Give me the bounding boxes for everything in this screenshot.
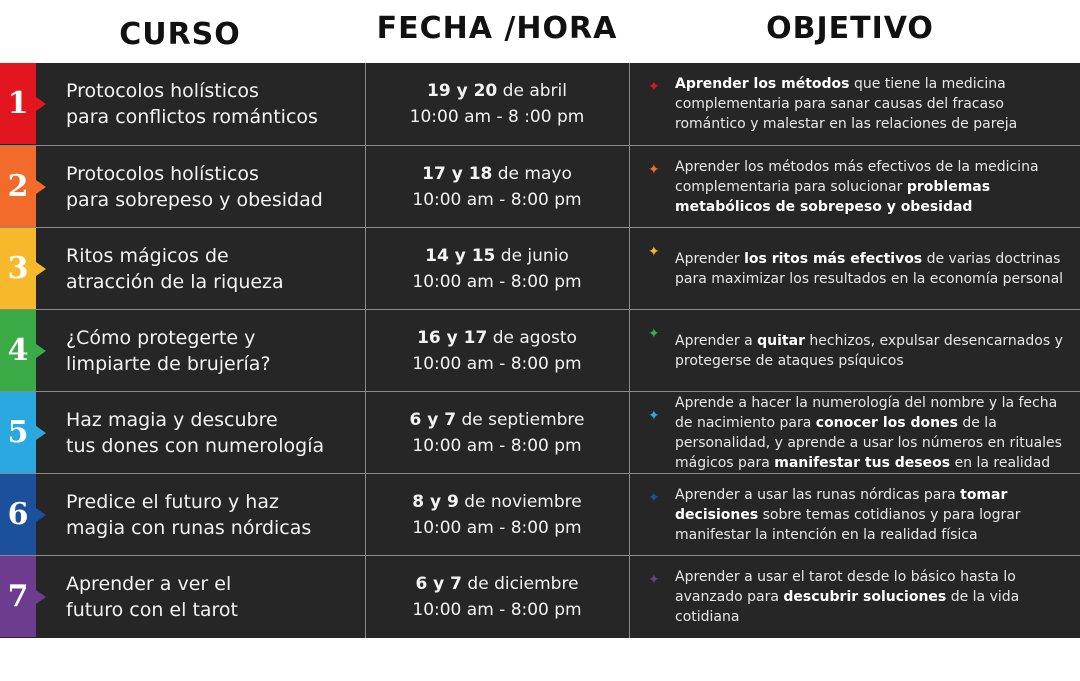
objective-text	[675, 331, 1074, 371]
objective-segment: Aprender los métodos más efectivos de la medicina complementaria para solucionar	[675, 158, 1039, 195]
sparkle-icon: ✦	[648, 243, 660, 259]
sparkle-icon: ✦	[648, 407, 660, 423]
course-objective	[648, 474, 1074, 555]
course-title-line: para conflictos románticos	[66, 105, 318, 128]
sparkle-icon: ✦	[648, 78, 660, 94]
course-title	[66, 474, 362, 555]
course-title-line: Ritos mágicos de	[66, 244, 229, 267]
sparkle-icon: ✦	[648, 571, 660, 587]
table-header	[0, 0, 1080, 62]
course-date	[366, 228, 628, 309]
objective-highlight: descubrir soluciones	[783, 588, 947, 605]
badge-arrow-icon	[36, 262, 46, 276]
course-title	[66, 146, 362, 227]
date-month: de abril	[497, 80, 567, 101]
course-time: 10:00 am - 8:00 pm	[412, 599, 582, 620]
course-table	[0, 63, 1080, 638]
course-title-line: ¿Cómo protegerte y	[66, 326, 256, 349]
objective-highlight: quitar	[757, 332, 805, 349]
course-time: 10:00 am - 8:00 pm	[412, 271, 582, 292]
sparkle-icon: ✦	[648, 325, 660, 341]
date-days: 19 y 20	[427, 80, 498, 101]
date-month: de agosto	[487, 327, 577, 348]
objective-segment: Aprende a hacer la numerología del nombre y la fecha de nacimiento para	[675, 394, 1058, 431]
objective-text	[675, 485, 1074, 545]
course-title	[66, 392, 362, 473]
badge-arrow-icon	[36, 508, 46, 522]
objective-segment: Aprender a usar el tarot desde lo básico hasta lo avanzado para	[675, 568, 1016, 605]
objective-highlight: los ritos más efectivos	[744, 250, 923, 267]
course-title-line: Predice el futuro y haz	[66, 490, 279, 513]
objective-segment: Aprender	[675, 250, 745, 267]
course-time: 10:00 am - 8:00 pm	[412, 189, 582, 210]
date-days: 16 y 17	[417, 327, 488, 348]
row-number-badge	[0, 228, 36, 309]
date-month: de diciembre	[462, 573, 579, 594]
course-date	[366, 63, 628, 144]
course-time: 10:00 am - 8 :00 pm	[409, 106, 585, 127]
row-number: 1	[7, 86, 29, 121]
course-title	[66, 310, 362, 391]
course-objective	[648, 556, 1074, 637]
header-fecha-hora: FECHA /HORA	[376, 11, 618, 46]
date-days: 14 y 15	[425, 245, 496, 266]
objective-segment: sobre temas cotidianos y para lograr manifestar la intención en la realidad física	[675, 506, 1021, 543]
row-number-badge	[0, 63, 36, 144]
objective-segment: en la realidad	[950, 454, 1051, 471]
course-title	[66, 63, 362, 144]
course-title-line: Aprender a ver el	[66, 572, 232, 595]
date-days: 6 y 7	[409, 409, 457, 430]
objective-highlight: tomar decisiones	[675, 486, 1008, 523]
badge-arrow-icon	[36, 97, 46, 111]
objective-text	[675, 74, 1074, 134]
header-objetivo: OBJETIVO	[766, 11, 934, 46]
course-date	[366, 310, 628, 391]
objective-highlight: conocer los dones	[815, 414, 958, 431]
course-title-line: Haz magia y descubre	[66, 408, 278, 431]
course-date	[366, 474, 628, 555]
row-number: 4	[7, 333, 29, 368]
course-title	[66, 556, 362, 637]
course-title-line: atracción de la riqueza	[66, 270, 284, 293]
objective-highlight: manifestar tus deseos	[774, 454, 951, 471]
table-row	[0, 391, 1080, 473]
course-title-line: tus dones con numerología	[66, 434, 325, 457]
objective-highlight: problemas metabólicos de sobrepeso y obesidad	[675, 178, 991, 215]
date-days: 6 y 7	[415, 573, 463, 594]
objective-segment: de la vida cotidiana	[675, 588, 1020, 625]
objective-text	[675, 157, 1074, 217]
row-number: 2	[7, 169, 29, 204]
course-title-line: magia con runas nórdicas	[66, 516, 312, 539]
date-month: de mayo	[492, 163, 572, 184]
table-row	[0, 555, 1080, 637]
row-number: 7	[7, 579, 29, 614]
objective-segment: de varias doctrinas para maximizar los resultados en la economía personal	[675, 250, 1064, 287]
header-curso: CURSO	[119, 17, 241, 52]
course-date	[366, 146, 628, 227]
row-number-badge	[0, 556, 36, 637]
row-number: 3	[7, 251, 29, 286]
date-days: 8 y 9	[412, 491, 459, 512]
sparkle-icon: ✦	[648, 489, 660, 505]
course-title	[66, 228, 362, 309]
row-number: 6	[7, 497, 29, 532]
badge-arrow-icon	[36, 344, 46, 358]
course-title-line: futuro con el tarot	[66, 598, 239, 621]
badge-arrow-icon	[36, 590, 46, 604]
course-time: 10:00 am - 8:00 pm	[412, 517, 582, 538]
course-title-line: Protocolos holísticos	[66, 79, 259, 102]
date-month: de junio	[495, 245, 569, 266]
sparkle-icon: ✦	[648, 161, 660, 177]
course-objective	[648, 228, 1074, 309]
course-objective	[648, 146, 1074, 227]
course-date	[366, 392, 628, 473]
course-title-line: limpiarte de brujería?	[66, 352, 271, 375]
row-number-badge	[0, 310, 36, 391]
course-objective	[648, 392, 1074, 473]
badge-arrow-icon	[36, 426, 46, 440]
course-date	[366, 556, 628, 637]
table-row	[0, 63, 1080, 144]
course-title-line: para sobrepeso y obesidad	[66, 188, 323, 211]
objective-highlight: Aprender los métodos	[675, 75, 850, 92]
objective-text	[675, 393, 1074, 473]
course-objective	[648, 310, 1074, 391]
table-row	[0, 227, 1080, 309]
objective-text	[675, 567, 1074, 627]
course-time: 10:00 am - 8:00 pm	[412, 435, 582, 456]
objective-segment: Aprender a usar las runas nórdicas para	[675, 486, 961, 503]
date-month: de noviembre	[458, 491, 582, 512]
objective-segment: Aprender a	[675, 332, 758, 349]
objective-segment: que tiene la medicina complementaria para sanar causas del fracaso romántico y malestar en las relaciones de pareja	[675, 75, 1018, 132]
date-month: de septiembre	[456, 409, 585, 430]
date-days: 17 y 18	[422, 163, 493, 184]
badge-arrow-icon	[36, 180, 46, 194]
course-objective	[648, 63, 1074, 144]
course-title-line: Protocolos holísticos	[66, 162, 259, 185]
table-row	[0, 473, 1080, 555]
table-row	[0, 309, 1080, 391]
objective-segment: hechizos, expulsar desencarnados y protegerse de ataques psíquicos	[675, 332, 1063, 369]
row-number: 5	[7, 415, 29, 450]
table-row	[0, 145, 1080, 227]
objective-segment: de la personalidad, y aprende a usar los números en rituales mágicos para	[675, 414, 1062, 471]
course-time: 10:00 am - 8:00 pm	[412, 353, 582, 374]
row-number-badge	[0, 146, 36, 227]
row-number-badge	[0, 474, 36, 555]
objective-text	[675, 249, 1074, 289]
row-number-badge	[0, 392, 36, 473]
